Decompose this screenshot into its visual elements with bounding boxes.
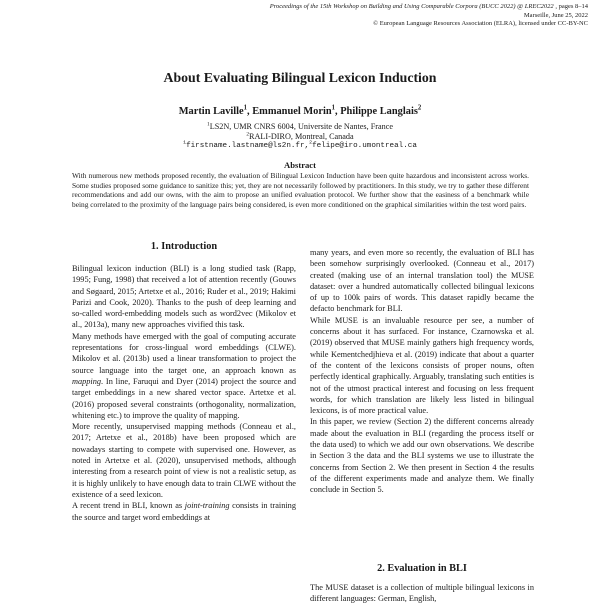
email-marker: 1 — [183, 140, 187, 146]
affiliation — [0, 122, 600, 132]
paragraph: In this paper, we review (Section 2) the different concerns already made about the evaluation in BLI (regarding the process itself or the data used) to which we add our own observations. We describe in Section 3 the data and the BLI systems we use to illustrate the concerns from Section 2. We then present in Section 4 the results of the different experiments made and analyze them. We finally conclude in Section 5. — [310, 417, 534, 495]
paragraph: Bilingual lexicon induction (BLI) is a long studied task (Rapp, 1995; Fung, 1998) that received a lot of attention recently (Gouws and Søgaard, 2015; Artetxe et al., 2016; Ruder et al., 2019; Hakimi Parizi and Cook, 2020). Thanks to the push of deep learning and so-called word-embedding models such as word2vec (Mikolov et al., 2013a), many new approaches vivified this task. — [72, 264, 296, 330]
section-heading-introduction: 1. Introduction — [150, 241, 218, 252]
venue: Proceedings of the 15th Workshop on Building and Using Comparable Corpora (BUCC 2022) @ LREC2022 — [269, 3, 556, 10]
text-run: A recent trend in BLI, known as — [72, 501, 185, 511]
emphasis: joint-training — [184, 501, 230, 511]
text-run: consists in training the source and target word embeddings at — [72, 501, 296, 522]
author-affil-marker: 1 — [243, 104, 248, 112]
author-name: Martin Laville — [178, 106, 244, 117]
running-header — [228, 3, 588, 29]
paper-title: About Evaluating Bilingual Lexicon Induction — [163, 70, 437, 85]
text-run: Many methods have emerged with the goal of computing accurate representations for cross-lingual word embeddings (CLWE). Mikolov et al. (2013b) used a linear transformation to project the source language into the target one, an approach known as — [72, 331, 296, 375]
abstract-heading: Abstract — [284, 160, 316, 170]
location-date: Marseille, June 25, 2022 — [523, 11, 588, 19]
copyright-notice: © European Language Resources Association (ELRA), licensed under CC-BY-NC — [373, 20, 588, 28]
author-list: Martin Laville$^1$, Emmanuel Morin$^1$, Philippe Langlais$^2$ — [178, 104, 422, 117]
left-column — [72, 263, 296, 523]
author-name: Emmanuel Morin — [252, 106, 332, 117]
abstract-text: With numerous new methods proposed recently, the evaluation of Bilingual Lexicon Induction have been quite hazardous and inconsistent across works. Some studies proposed some guidance to sanitize this; yet, they are not necessarily followed by practitioners. In this study, we try to gather these different recommendations and add our owns, with the aim to propose an unified evaluation protocol. We further show that the easiness of a benchmark while being correlated to the proximity of the language pairs being considered, is even more conditioned on the graphical similarities within the test word pairs. — [72, 171, 529, 209]
email-address[interactable]: firstname.lastname@ls2n.fr — [186, 142, 305, 150]
affil-text: RALI-DIRO, Montreal, Canada — [249, 132, 354, 141]
affil-marker: 1 — [207, 121, 210, 128]
section-heading-evaluation: 2. Evaluation in BLI — [377, 563, 467, 574]
author-emails: $^1$firstname.lastname@ls2n.fr,$^2$felipe@iro.umontreal.ca — [183, 140, 417, 150]
affiliation — [0, 132, 600, 142]
author-affil-marker: 1 — [331, 104, 335, 112]
right-column-continued — [310, 582, 534, 605]
email-address[interactable]: felipe@iro.umontreal.ca — [312, 142, 417, 150]
author-name: Philippe Langlais — [340, 106, 418, 117]
right-column — [310, 247, 534, 496]
affil-marker: 2 — [246, 131, 250, 138]
paragraph: many years, and even more so recently, the evaluation of BLI has been somehow surprisingly overlooked. (Conneau et al., 2017) created (making use of an internal translation tool) the MUSE dataset: over a hundred automatically collected bilingual lexicons of up to 100k pairs of words. This dataset rapidly became the defacto benchmark for BLI. — [310, 248, 534, 314]
page-range: , pages 8–14 — [555, 3, 588, 10]
proceedings-line — [228, 3, 588, 12]
paragraph — [72, 500, 296, 523]
paragraph: The MUSE dataset is a collection of multiple bilingual lexicons in different languages: German, English, — [310, 583, 534, 604]
text-run: . In line, Faruqui and Dyer (2014) project the source and target embeddings in a new shared vector space. Artetxe et al. (2016) proposed several constraints (orthogonality, normalization, whitening etc.) to improve the quality of mapping. — [72, 376, 296, 420]
email-marker: 2 — [309, 140, 313, 146]
affil-text: LS2N, UMR CNRS 6004, Universite de Nantes, France — [209, 122, 393, 131]
emphasis: mapping — [72, 376, 102, 386]
paragraph: More recently, unsupervised mapping methods (Conneau et al., 2017; Artetxe et al., 2018b) have been proposed which are nowadays starting to compete with supervised one. However, as noted in Artetxe et al. (2020), unsupervised methods, although interesting from a research point of view is not a realistic setup, as it is highly unlikely to have enough data to train CLWE without the existence of a seed lexicon. — [72, 422, 296, 499]
paragraph: While MUSE is an invaluable resource per see, a number of concerns about it has surfaced. For instance, Czarnowska et al. (2019) observed that MUSE mainly gathers high frequency words, while Kementchedjhieva et al. (2019) indicate that about a quarter of the content of the lexicons consists of proper nouns, often perfectly identical graphically. Arguably, translating such entities is not of the utmost practical interest and focusing on less frequent words, for which translation are likely less listed in bilingual lexicons, is of more practical value. — [310, 315, 534, 416]
paragraph — [72, 331, 296, 421]
author-affil-marker: 2 — [417, 104, 422, 112]
